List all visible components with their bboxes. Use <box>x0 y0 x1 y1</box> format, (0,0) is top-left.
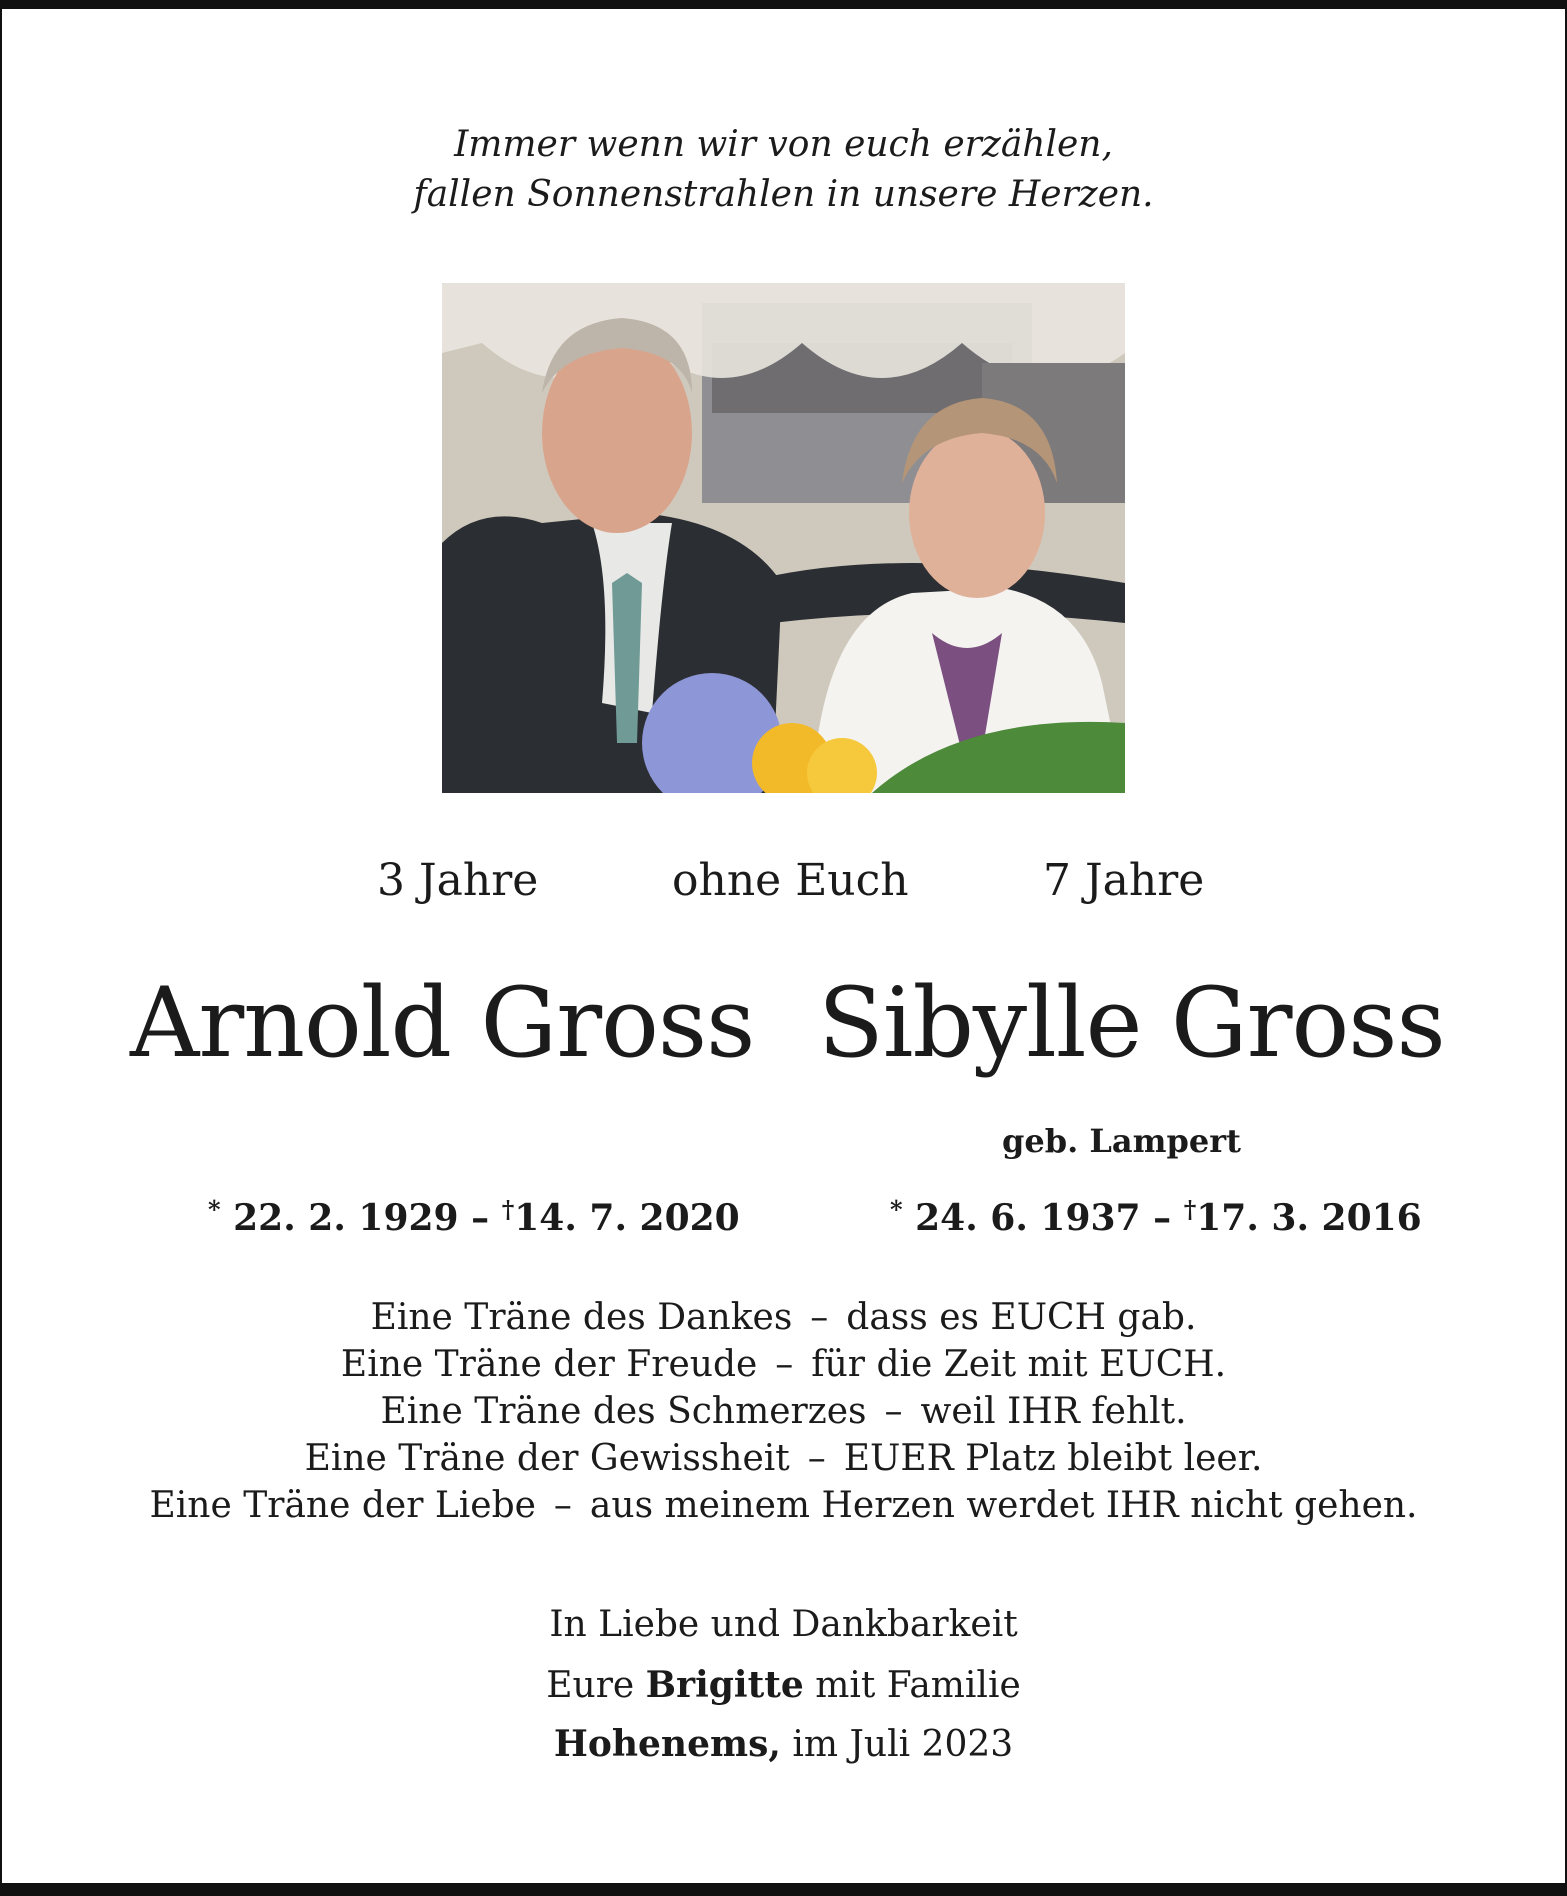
closing-line-2 <box>0 1655 1567 1716</box>
poem-line-start: Eine Träne der Liebe <box>149 1485 536 1526</box>
poem-line-end: EUER Platz bleibt leer. <box>843 1438 1263 1479</box>
person2-dates <box>890 1195 1422 1239</box>
person1-name: Arnold Gross <box>130 967 755 1079</box>
birth-star-icon: * <box>890 1195 903 1224</box>
closing-rest: mit Familie <box>815 1665 1021 1706</box>
poem-line-end: für die Zeit mit EUCH. <box>811 1344 1227 1385</box>
poem-line-end: weil IHR fehlt. <box>920 1391 1187 1432</box>
person1-birth: 22. 2. 1929 <box>233 1197 459 1239</box>
place-date-text: im Juli 2023 <box>792 1724 1014 1765</box>
poem-dash: – <box>775 1344 794 1385</box>
motto <box>0 120 1567 220</box>
motto-line-1: Immer wenn wir von euch erzählen, <box>454 124 1113 165</box>
poem-line <box>0 1482 1567 1529</box>
person1-dates <box>208 1195 740 1239</box>
person2-name: Sibylle Gross <box>818 967 1445 1079</box>
motto-line-2: fallen Sonnenstrahlen in unsere Herzen. <box>413 174 1154 215</box>
closing-eure: Eure <box>546 1665 635 1706</box>
poem-line-end: aus meinem Herzen werdet IHR nicht gehen. <box>589 1485 1418 1526</box>
place-town: Hohenems, <box>553 1723 781 1765</box>
photo-illustration <box>442 283 1125 793</box>
person2-birth: 24. 6. 1937 <box>915 1197 1141 1239</box>
poem-line-start: Eine Träne des Schmerzes <box>380 1391 867 1432</box>
person2-death: 17. 3. 2016 <box>1196 1197 1422 1239</box>
birth-star-icon: * <box>208 1195 221 1224</box>
years-center: ohne Euch <box>672 855 909 906</box>
date-separator: – <box>1153 1197 1172 1239</box>
poem-dash: – <box>810 1297 829 1338</box>
place-date <box>0 1723 1567 1765</box>
death-cross-icon: † <box>1183 1195 1197 1224</box>
poem-line-end: dass es EUCH gab. <box>846 1297 1197 1338</box>
poem-dash: – <box>553 1485 572 1526</box>
death-cross-icon: † <box>501 1195 515 1224</box>
poem <box>0 1294 1567 1529</box>
person1-death: 14. 7. 2020 <box>514 1197 740 1239</box>
person2-maiden-name: geb. Lampert <box>1002 1122 1241 1160</box>
poem-dash: – <box>807 1438 826 1479</box>
poem-line <box>0 1435 1567 1482</box>
poem-line-start: Eine Träne der Gewissheit <box>304 1438 790 1479</box>
couple-photo <box>442 283 1125 793</box>
poem-line-start: Eine Träne des Dankes <box>370 1297 793 1338</box>
poem-line <box>0 1294 1567 1341</box>
date-separator: – <box>471 1197 490 1239</box>
closing-name: Brigitte <box>645 1664 804 1706</box>
closing-line-1: In Liebe und Dankbarkeit <box>549 1604 1018 1645</box>
closing <box>0 1595 1567 1716</box>
poem-dash: – <box>884 1391 903 1432</box>
poem-line <box>0 1341 1567 1388</box>
poem-line-start: Eine Träne der Freude <box>340 1344 758 1385</box>
poem-line <box>0 1388 1567 1435</box>
years-right: 7 Jahre <box>1043 855 1205 906</box>
years-left: 3 Jahre <box>377 855 539 906</box>
